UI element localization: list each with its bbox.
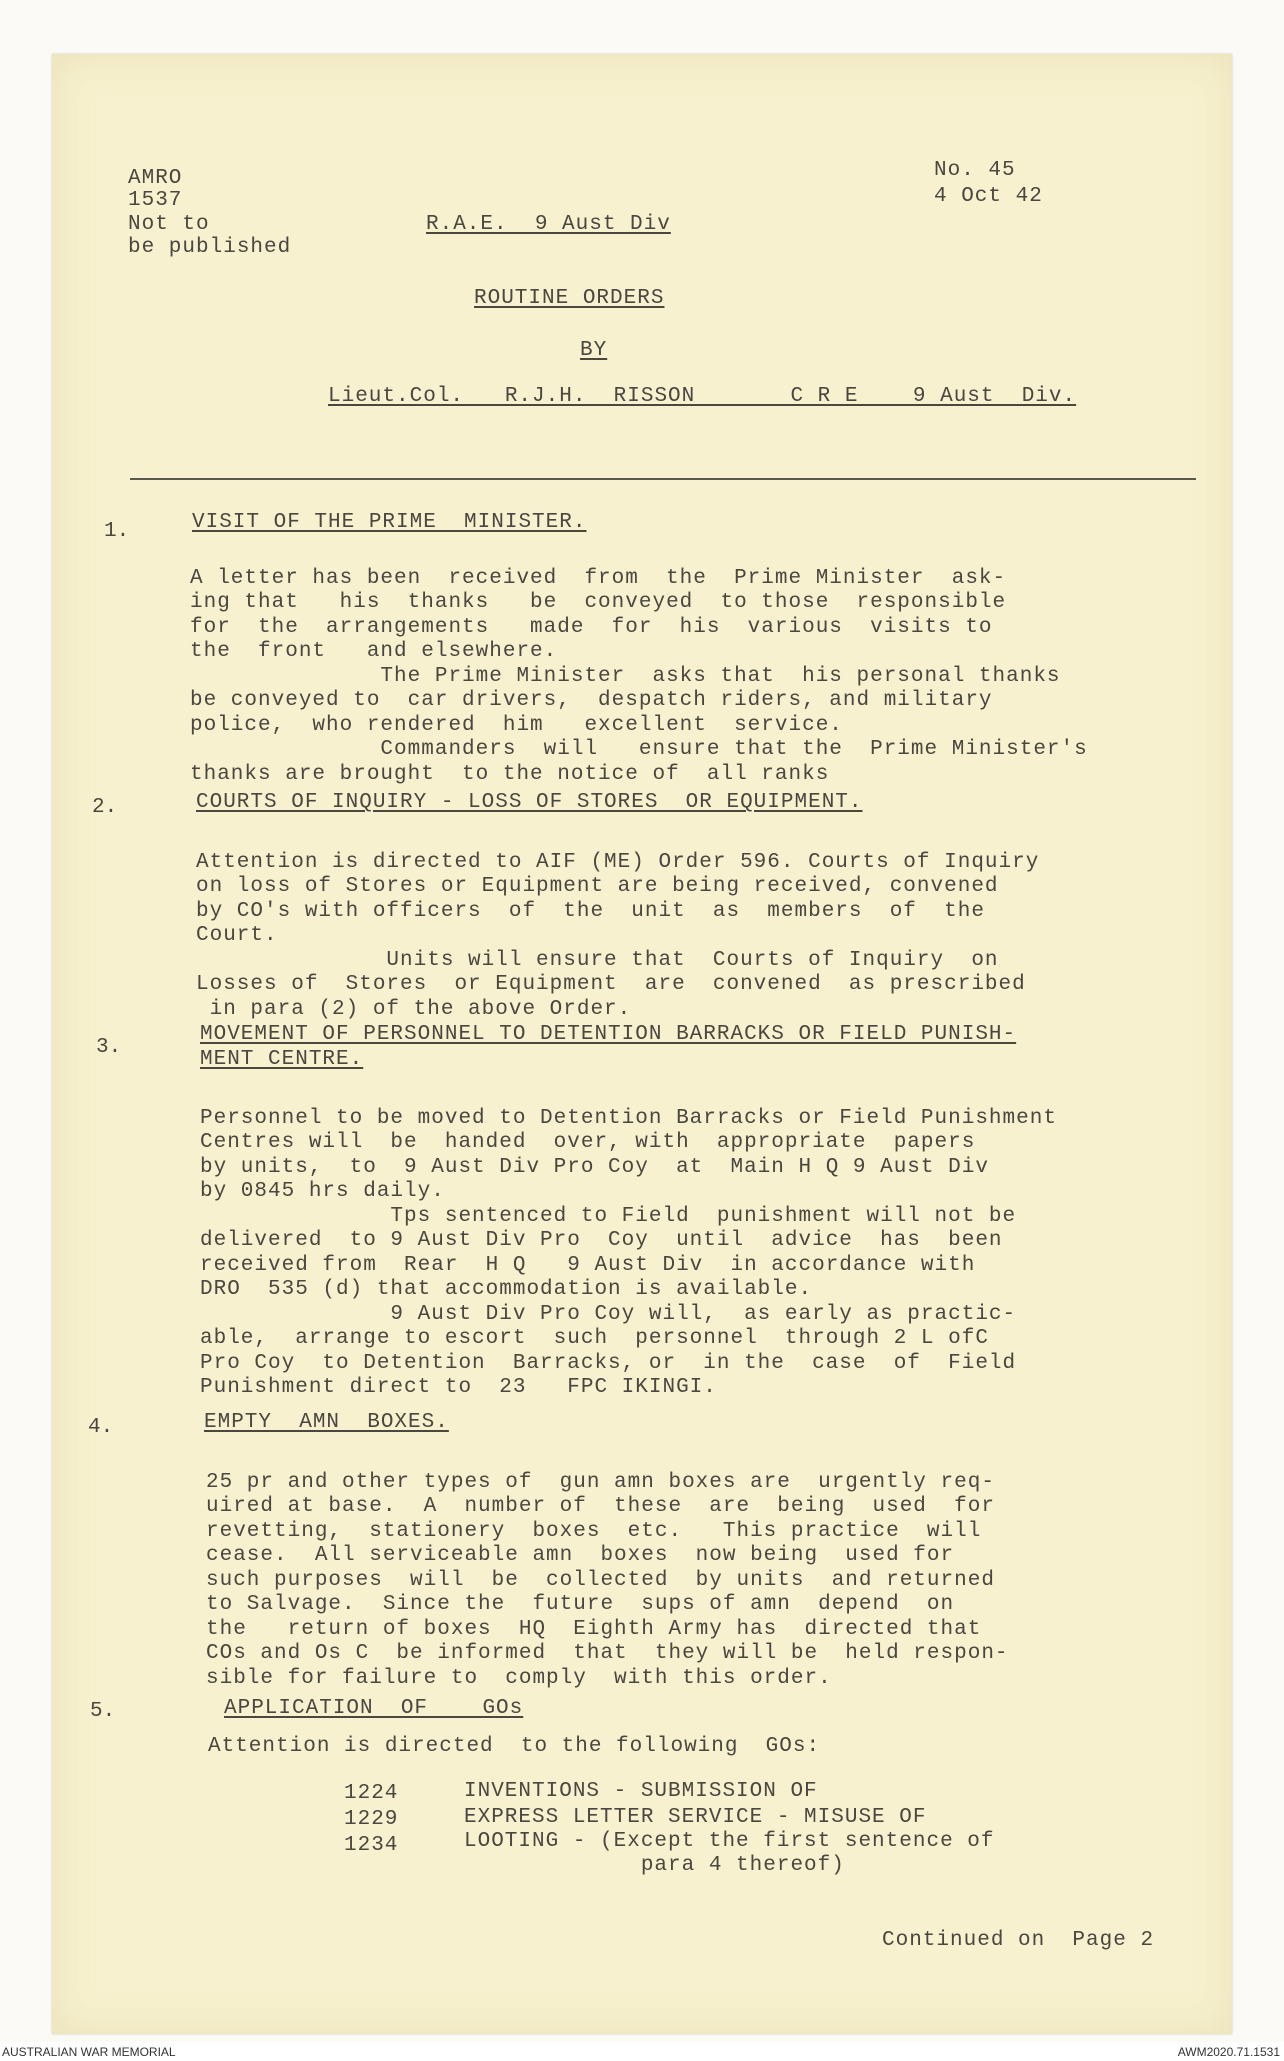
section-3-line: Centres will be handed over, with appropriate papers [200, 1131, 976, 1154]
section-1-line: for the arrangements made for his various visits to [190, 615, 993, 639]
section-2-number: 2. [92, 796, 118, 819]
section-4-heading: EMPTY AMN BOXES. [204, 1411, 449, 1434]
order-title: EXPRESS LETTER SERVICE - MISUSE OF [464, 1806, 927, 1829]
section-3-line: Personnel to be moved to Detention Barracks or Field Punishment [200, 1106, 1057, 1130]
section-4-line: the return of boxes HQ Eighth Army has directed that [206, 1617, 982, 1641]
header-left-line-4: be published [128, 236, 292, 259]
order-title-continued: para 4 thereof) [464, 1854, 845, 1877]
section-4-line: 25 pr and other types of gun amn boxes are urgently req- [206, 1470, 995, 1494]
header-left-line-2: 1537 [128, 189, 183, 212]
footer-institution: AUSTRALIAN WAR MEMORIAL [2, 2045, 176, 2059]
section-4-body [206, 1446, 1009, 1716]
signatory-line: Lieut.Col. R.J.H. RISSON C R E 9 Aust Div. [328, 385, 1077, 408]
section-2-line: Attention is directed to AIF (ME) Order 596. Courts of Inquiry [196, 850, 1040, 874]
section-2-body [196, 826, 1039, 1047]
section-3-number: 3. [96, 1036, 122, 1059]
unit-heading: R.A.E. 9 Aust Div [426, 213, 671, 236]
section-4-number: 4. [88, 1416, 114, 1439]
section-1-line: be conveyed to car drivers, despatch riders, and military [190, 689, 993, 712]
section-3-line: received from Rear H Q 9 Aust Div in accordance with [200, 1253, 976, 1277]
order-title: INVENTIONS - SUBMISSION OF [464, 1780, 818, 1803]
section-3-line: Punishment direct to 23 FPC IKINGI. [200, 1376, 717, 1399]
section-3-body [200, 1082, 1057, 1425]
by-label: BY [580, 339, 608, 362]
section-2-line: on loss of Stores or Equipment are being received, convened [196, 875, 999, 898]
section-1-line: The Prime Minister asks that his personal thanks [190, 664, 1061, 688]
section-4-line: revetting, stationery boxes etc. This practice will [206, 1519, 982, 1543]
order-code: 1234 [344, 1834, 399, 1857]
section-1-line: police, who rendered him excellent service. [190, 713, 843, 737]
section-2-line: Units will ensure that Courts of Inquiry on [196, 948, 999, 972]
section-4-line: sible for failure to comply with this order. [206, 1666, 832, 1690]
order-number: No. 45 [934, 159, 1016, 182]
section-5-number: 5. [90, 1700, 116, 1723]
section-4-line: COs and Os C be informed that they will be held respon- [206, 1642, 1009, 1665]
order-title: LOOTING - (Except the first sentence of [464, 1830, 995, 1853]
section-2-line: by CO's with officers of the unit as members of the [196, 899, 985, 923]
document-title: ROUTINE ORDERS [474, 287, 665, 310]
section-1-line: thanks are brought to the notice of all ranks [190, 762, 830, 786]
section-1-line: A letter has been received from the Prime Minister ask- [190, 566, 1007, 590]
section-1-heading: VISIT OF THE PRIME MINISTER. [192, 511, 587, 534]
section-2-line: Court. [196, 924, 278, 947]
section-4-line: cease. All serviceable amn boxes now being used for [206, 1544, 955, 1567]
section-5-intro: Attention is directed to the following GOs: [208, 1735, 821, 1758]
section-2-line: in para (2) of the above Order. [196, 997, 632, 1021]
section-1-body [190, 542, 1088, 812]
section-3-heading: MOVEMENT OF PERSONNEL TO DETENTION BARRACKS OR FIELD PUNISH- [200, 1023, 1017, 1046]
section-4-line: such purposes will be collected by units and returned [206, 1568, 995, 1592]
section-3-line: by 0845 hrs daily. [200, 1180, 445, 1203]
section-3-line: DRO 535 (d) that accommodation is available. [200, 1278, 813, 1301]
footer-reference: AWM2020.71.1531 [1177, 2045, 1280, 2059]
section-3-heading-continued: MENT CENTRE. [200, 1048, 364, 1071]
section-1-line: Commanders will ensure that the Prime Minister's [190, 738, 1088, 761]
section-3-line: delivered to 9 Aust Div Pro Coy until advice has been [200, 1229, 1003, 1252]
section-1-line: the front and elsewhere. [190, 640, 558, 663]
section-3-line: Pro Coy to Detention Barracks, or in the case of Field [200, 1351, 1017, 1375]
section-3-line: Tps sentenced to Field punishment will not be [200, 1204, 1017, 1228]
section-2-heading: COURTS OF INQUIRY - LOSS OF STORES OR EQUIPMENT. [196, 791, 863, 814]
section-4-line: to Salvage. Since the future sups of amn depend on [206, 1593, 955, 1616]
order-code: 1229 [344, 1808, 399, 1831]
order-date: 4 Oct 42 [934, 185, 1043, 208]
continued-note: Continued on Page 2 [882, 1929, 1155, 1952]
section-5-heading: APPLICATION OF GOs [224, 1697, 524, 1720]
section-1-number: 1. [104, 520, 130, 543]
section-4-line: uired at base. A number of these are being used for [206, 1495, 995, 1518]
header-left-line-3: Not to [128, 213, 210, 236]
section-3-line: 9 Aust Div Pro Coy will, as early as practic- [200, 1302, 1017, 1326]
section-1-line: ing that his thanks be conveyed to those responsible [190, 591, 1007, 614]
header-divider [130, 478, 1196, 480]
archive-footer [0, 2043, 1284, 2061]
header-left-line-1: AMRO [128, 167, 183, 190]
section-3-line: able, arrange to escort such personnel through 2 L ofC [200, 1327, 989, 1350]
section-2-line: Losses of Stores or Equipment are convened as prescribed [196, 973, 1026, 996]
order-code: 1224 [344, 1782, 399, 1805]
section-3-line: by units, to 9 Aust Div Pro Coy at Main H Q 9 Aust Div [200, 1155, 989, 1179]
